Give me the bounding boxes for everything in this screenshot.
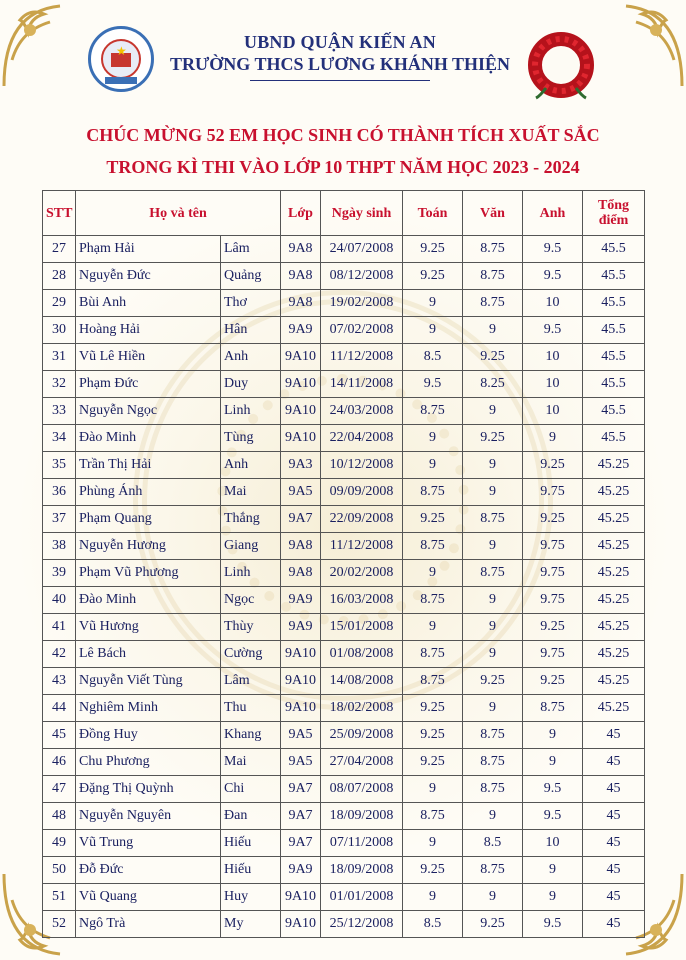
row-dob: 08/07/2008: [321, 776, 403, 803]
row-class: 9A9: [281, 857, 321, 884]
row-given-name: Cường: [221, 641, 281, 668]
row-dob: 09/09/2008: [321, 479, 403, 506]
row-total-score: 45.5: [583, 425, 645, 452]
row-math-score: 8.75: [403, 803, 463, 830]
row-literature-score: 9: [463, 398, 523, 425]
row-class: 9A9: [281, 614, 321, 641]
table-row: [43, 803, 645, 830]
row-full-name: Phạm Vũ Phương: [76, 560, 221, 587]
row-math-score: 9.25: [403, 236, 463, 263]
row-class: 9A10: [281, 371, 321, 398]
col-header-total: Tổng điểm: [583, 191, 645, 236]
row-stt: 30: [43, 317, 76, 344]
row-dob: 24/07/2008: [321, 236, 403, 263]
row-literature-score: 8.75: [463, 722, 523, 749]
table-row: [43, 371, 645, 398]
row-literature-score: 9.25: [463, 911, 523, 938]
row-stt: 51: [43, 884, 76, 911]
row-dob: 11/12/2008: [321, 533, 403, 560]
table-row: [43, 425, 645, 452]
row-total-score: 45.25: [583, 614, 645, 641]
row-stt: 47: [43, 776, 76, 803]
row-literature-score: 8.75: [463, 560, 523, 587]
row-literature-score: 9: [463, 587, 523, 614]
row-literature-score: 8.75: [463, 236, 523, 263]
row-math-score: 9: [403, 560, 463, 587]
row-literature-score: 9.25: [463, 668, 523, 695]
row-stt: 35: [43, 452, 76, 479]
row-given-name: Mai: [221, 479, 281, 506]
row-stt: 39: [43, 560, 76, 587]
row-dob: 11/12/2008: [321, 344, 403, 371]
row-total-score: 45.5: [583, 398, 645, 425]
row-dob: 20/02/2008: [321, 560, 403, 587]
row-math-score: 9.25: [403, 695, 463, 722]
row-math-score: 9: [403, 884, 463, 911]
row-class: 9A9: [281, 317, 321, 344]
row-english-score: 9.75: [523, 479, 583, 506]
row-math-score: 9: [403, 317, 463, 344]
table-row: [43, 236, 645, 263]
row-class: 9A8: [281, 263, 321, 290]
row-total-score: 45.25: [583, 560, 645, 587]
row-stt: 37: [43, 506, 76, 533]
row-literature-score: 8.75: [463, 776, 523, 803]
row-given-name: Quảng: [221, 263, 281, 290]
row-given-name: Thùy: [221, 614, 281, 641]
row-dob: 14/08/2008: [321, 668, 403, 695]
row-total-score: 45: [583, 857, 645, 884]
row-math-score: 9: [403, 425, 463, 452]
row-literature-score: 8.75: [463, 506, 523, 533]
row-dob: 01/01/2008: [321, 884, 403, 911]
row-class: 9A10: [281, 344, 321, 371]
row-total-score: 45.25: [583, 452, 645, 479]
row-math-score: 9.25: [403, 857, 463, 884]
row-stt: 29: [43, 290, 76, 317]
row-total-score: 45.25: [583, 506, 645, 533]
row-stt: 41: [43, 614, 76, 641]
row-literature-score: 8.75: [463, 857, 523, 884]
table-row: [43, 614, 645, 641]
row-stt: 31: [43, 344, 76, 371]
row-given-name: Duy: [221, 371, 281, 398]
row-given-name: Hiếu: [221, 857, 281, 884]
row-class: 9A5: [281, 479, 321, 506]
row-literature-score: 9: [463, 884, 523, 911]
row-given-name: Anh: [221, 452, 281, 479]
row-full-name: Đỗ Đức: [76, 857, 221, 884]
table-row: [43, 884, 645, 911]
row-class: 9A7: [281, 506, 321, 533]
row-full-name: Bùi Anh: [76, 290, 221, 317]
row-english-score: 9.25: [523, 452, 583, 479]
row-full-name: Phạm Quang: [76, 506, 221, 533]
row-english-score: 9.5: [523, 236, 583, 263]
row-dob: 22/04/2008: [321, 425, 403, 452]
row-stt: 52: [43, 911, 76, 938]
row-dob: 19/02/2008: [321, 290, 403, 317]
table-row: [43, 722, 645, 749]
row-literature-score: 8.5: [463, 830, 523, 857]
row-english-score: 9.25: [523, 668, 583, 695]
row-full-name: Nguyễn Ngọc: [76, 398, 221, 425]
row-math-score: 9: [403, 776, 463, 803]
row-full-name: Đặng Thị Quỳnh: [76, 776, 221, 803]
row-total-score: 45: [583, 884, 645, 911]
row-dob: 22/09/2008: [321, 506, 403, 533]
row-stt: 43: [43, 668, 76, 695]
row-literature-score: 9: [463, 533, 523, 560]
row-dob: 25/09/2008: [321, 722, 403, 749]
row-given-name: Huy: [221, 884, 281, 911]
row-stt: 49: [43, 830, 76, 857]
row-dob: 27/04/2008: [321, 749, 403, 776]
row-full-name: Phạm Hải: [76, 236, 221, 263]
row-class: 9A3: [281, 452, 321, 479]
corner-ornament-top-left: [0, 0, 90, 90]
row-math-score: 8.75: [403, 668, 463, 695]
row-class: 9A10: [281, 911, 321, 938]
row-english-score: 9.5: [523, 803, 583, 830]
col-header-name: Họ và tên: [76, 191, 281, 236]
row-class: 9A7: [281, 830, 321, 857]
row-total-score: 45.5: [583, 236, 645, 263]
row-class: 9A8: [281, 533, 321, 560]
row-english-score: 9.5: [523, 263, 583, 290]
row-math-score: 8.75: [403, 398, 463, 425]
row-english-score: 9.25: [523, 614, 583, 641]
row-stt: 28: [43, 263, 76, 290]
row-given-name: Đan: [221, 803, 281, 830]
row-english-score: 10: [523, 830, 583, 857]
row-math-score: 9: [403, 290, 463, 317]
row-class: 9A10: [281, 641, 321, 668]
row-math-score: 8.75: [403, 587, 463, 614]
table-body: [43, 236, 645, 938]
row-full-name: Ngô Trà: [76, 911, 221, 938]
table-row: [43, 398, 645, 425]
row-literature-score: 9: [463, 641, 523, 668]
row-math-score: 8.75: [403, 533, 463, 560]
corner-ornament-top-right: [596, 0, 686, 90]
row-stt: 44: [43, 695, 76, 722]
row-dob: 24/03/2008: [321, 398, 403, 425]
row-dob: 25/12/2008: [321, 911, 403, 938]
district-name: UBND QUẬN KIẾN AN: [244, 32, 436, 52]
row-english-score: 9.5: [523, 317, 583, 344]
row-total-score: 45.5: [583, 344, 645, 371]
row-total-score: 45.25: [583, 641, 645, 668]
row-full-name: Phạm Đức: [76, 371, 221, 398]
row-english-score: 9.75: [523, 560, 583, 587]
row-english-score: 8.75: [523, 695, 583, 722]
row-full-name: Đồng Huy: [76, 722, 221, 749]
row-english-score: 9: [523, 722, 583, 749]
row-given-name: Tùng: [221, 425, 281, 452]
col-header-english: Anh: [523, 191, 583, 236]
row-dob: 08/12/2008: [321, 263, 403, 290]
table-row: [43, 668, 645, 695]
row-total-score: 45: [583, 803, 645, 830]
row-stt: 48: [43, 803, 76, 830]
row-dob: 14/11/2008: [321, 371, 403, 398]
row-stt: 50: [43, 857, 76, 884]
row-given-name: Khang: [221, 722, 281, 749]
row-english-score: 9: [523, 425, 583, 452]
col-header-math: Toán: [403, 191, 463, 236]
row-full-name: Vũ Trung: [76, 830, 221, 857]
row-total-score: 45.5: [583, 290, 645, 317]
table-row: [43, 911, 645, 938]
row-given-name: Thu: [221, 695, 281, 722]
row-dob: 01/08/2008: [321, 641, 403, 668]
col-header-stt: STT: [43, 191, 76, 236]
results-table: [42, 190, 645, 938]
school-logo: ★: [88, 26, 154, 92]
table-row: [43, 776, 645, 803]
row-math-score: 9: [403, 830, 463, 857]
row-english-score: 9.25: [523, 506, 583, 533]
table-row: [43, 290, 645, 317]
row-given-name: Ngọc: [221, 587, 281, 614]
row-full-name: Phùng Ánh: [76, 479, 221, 506]
row-full-name: Hoàng Hải: [76, 317, 221, 344]
row-class: 9A10: [281, 425, 321, 452]
row-given-name: Hân: [221, 317, 281, 344]
col-header-class: Lớp: [281, 191, 321, 236]
table-row: [43, 452, 645, 479]
table-row: [43, 641, 645, 668]
row-literature-score: 8.75: [463, 263, 523, 290]
row-english-score: 9: [523, 857, 583, 884]
row-given-name: My: [221, 911, 281, 938]
table-row: [43, 344, 645, 371]
table-row: [43, 587, 645, 614]
row-math-score: 9.5: [403, 371, 463, 398]
row-dob: 16/03/2008: [321, 587, 403, 614]
row-stt: 45: [43, 722, 76, 749]
row-full-name: Nguyễn Viết Tùng: [76, 668, 221, 695]
row-dob: 07/11/2008: [321, 830, 403, 857]
table-header-row: [43, 191, 645, 236]
table-row: [43, 506, 645, 533]
row-literature-score: 9: [463, 317, 523, 344]
col-header-literature: Văn: [463, 191, 523, 236]
table-row: [43, 830, 645, 857]
row-dob: 07/02/2008: [321, 317, 403, 344]
table-row: [43, 263, 645, 290]
row-full-name: Lê Bách: [76, 641, 221, 668]
row-total-score: 45: [583, 722, 645, 749]
col-header-dob: Ngày sinh: [321, 191, 403, 236]
row-english-score: 10: [523, 371, 583, 398]
row-math-score: 9: [403, 452, 463, 479]
row-math-score: 9.25: [403, 722, 463, 749]
row-total-score: 45.25: [583, 668, 645, 695]
row-given-name: Mai: [221, 749, 281, 776]
row-full-name: Vũ Lê Hiền: [76, 344, 221, 371]
row-math-score: 8.5: [403, 344, 463, 371]
row-literature-score: 9: [463, 614, 523, 641]
row-given-name: Lâm: [221, 236, 281, 263]
congrats-title-line2: TRONG KÌ THI VÀO LỚP 10 THPT NĂM HỌC 2023 - 2024: [106, 157, 580, 177]
row-literature-score: 8.75: [463, 749, 523, 776]
table-row: [43, 749, 645, 776]
row-given-name: Thơ: [221, 290, 281, 317]
row-given-name: Hiếu: [221, 830, 281, 857]
row-total-score: 45.5: [583, 371, 645, 398]
header-underline: [250, 80, 430, 81]
table-row: [43, 560, 645, 587]
row-full-name: Đào Minh: [76, 425, 221, 452]
row-given-name: Linh: [221, 398, 281, 425]
table-row: [43, 317, 645, 344]
school-name: TRƯỜNG THCS LƯƠNG KHÁNH THIỆN: [169, 54, 511, 74]
row-class: 9A10: [281, 884, 321, 911]
row-math-score: 8.75: [403, 641, 463, 668]
row-class: 9A7: [281, 776, 321, 803]
row-total-score: 45.25: [583, 479, 645, 506]
row-english-score: 10: [523, 290, 583, 317]
row-class: 9A9: [281, 587, 321, 614]
row-given-name: Anh: [221, 344, 281, 371]
row-given-name: Chi: [221, 776, 281, 803]
row-full-name: Nguyễn Hương: [76, 533, 221, 560]
row-class: 9A10: [281, 398, 321, 425]
row-literature-score: 9.25: [463, 344, 523, 371]
row-stt: 46: [43, 749, 76, 776]
table-row: [43, 479, 645, 506]
row-full-name: Vũ Quang: [76, 884, 221, 911]
row-english-score: 10: [523, 344, 583, 371]
row-total-score: 45.5: [583, 263, 645, 290]
row-stt: 38: [43, 533, 76, 560]
row-full-name: Chu Phương: [76, 749, 221, 776]
row-math-score: 8.5: [403, 911, 463, 938]
row-full-name: Nguyễn Đức: [76, 263, 221, 290]
row-english-score: 9.5: [523, 776, 583, 803]
row-given-name: Thắng: [221, 506, 281, 533]
row-english-score: 9: [523, 749, 583, 776]
row-literature-score: 8.75: [463, 290, 523, 317]
row-dob: 10/12/2008: [321, 452, 403, 479]
row-literature-score: 9: [463, 695, 523, 722]
row-total-score: 45.5: [583, 317, 645, 344]
row-english-score: 9.75: [523, 533, 583, 560]
row-dob: 18/02/2008: [321, 695, 403, 722]
row-stt: 40: [43, 587, 76, 614]
row-class: 9A7: [281, 803, 321, 830]
row-class: 9A5: [281, 722, 321, 749]
row-english-score: 10: [523, 398, 583, 425]
row-literature-score: 9: [463, 452, 523, 479]
row-english-score: 9.75: [523, 587, 583, 614]
congrats-title-line1: CHÚC MỪNG 52 EM HỌC SINH CÓ THÀNH TÍCH XUẤT SẮC: [86, 125, 600, 145]
row-math-score: 9.25: [403, 506, 463, 533]
row-stt: 42: [43, 641, 76, 668]
row-math-score: 9: [403, 614, 463, 641]
row-math-score: 8.75: [403, 479, 463, 506]
row-dob: 18/09/2008: [321, 857, 403, 884]
row-total-score: 45: [583, 830, 645, 857]
row-literature-score: 9.25: [463, 425, 523, 452]
row-literature-score: 9: [463, 479, 523, 506]
row-full-name: Vũ Hương: [76, 614, 221, 641]
row-english-score: 9: [523, 884, 583, 911]
row-class: 9A5: [281, 749, 321, 776]
row-dob: 18/09/2008: [321, 803, 403, 830]
row-stt: 27: [43, 236, 76, 263]
table-row: [43, 695, 645, 722]
row-given-name: Linh: [221, 560, 281, 587]
row-math-score: 9.25: [403, 749, 463, 776]
row-class: 9A8: [281, 290, 321, 317]
row-stt: 34: [43, 425, 76, 452]
flower-wreath-decoration: [526, 30, 596, 100]
row-given-name: Lâm: [221, 668, 281, 695]
row-total-score: 45.25: [583, 533, 645, 560]
row-full-name: Trần Thị Hải: [76, 452, 221, 479]
row-total-score: 45.25: [583, 695, 645, 722]
row-given-name: Giang: [221, 533, 281, 560]
table-row: [43, 533, 645, 560]
row-english-score: 9.5: [523, 911, 583, 938]
row-stt: 33: [43, 398, 76, 425]
row-full-name: Nguyễn Nguyên: [76, 803, 221, 830]
row-total-score: 45: [583, 911, 645, 938]
row-class: 9A8: [281, 560, 321, 587]
row-math-score: 9.25: [403, 263, 463, 290]
row-class: 9A8: [281, 236, 321, 263]
row-literature-score: 9: [463, 803, 523, 830]
row-class: 9A10: [281, 695, 321, 722]
row-total-score: 45: [583, 749, 645, 776]
row-full-name: Đào Minh: [76, 587, 221, 614]
row-literature-score: 8.25: [463, 371, 523, 398]
row-total-score: 45: [583, 776, 645, 803]
row-dob: 15/01/2008: [321, 614, 403, 641]
row-english-score: 9.75: [523, 641, 583, 668]
row-class: 9A10: [281, 668, 321, 695]
row-full-name: Nghiêm Minh: [76, 695, 221, 722]
row-stt: 32: [43, 371, 76, 398]
table-row: [43, 857, 645, 884]
row-stt: 36: [43, 479, 76, 506]
row-total-score: 45.25: [583, 587, 645, 614]
